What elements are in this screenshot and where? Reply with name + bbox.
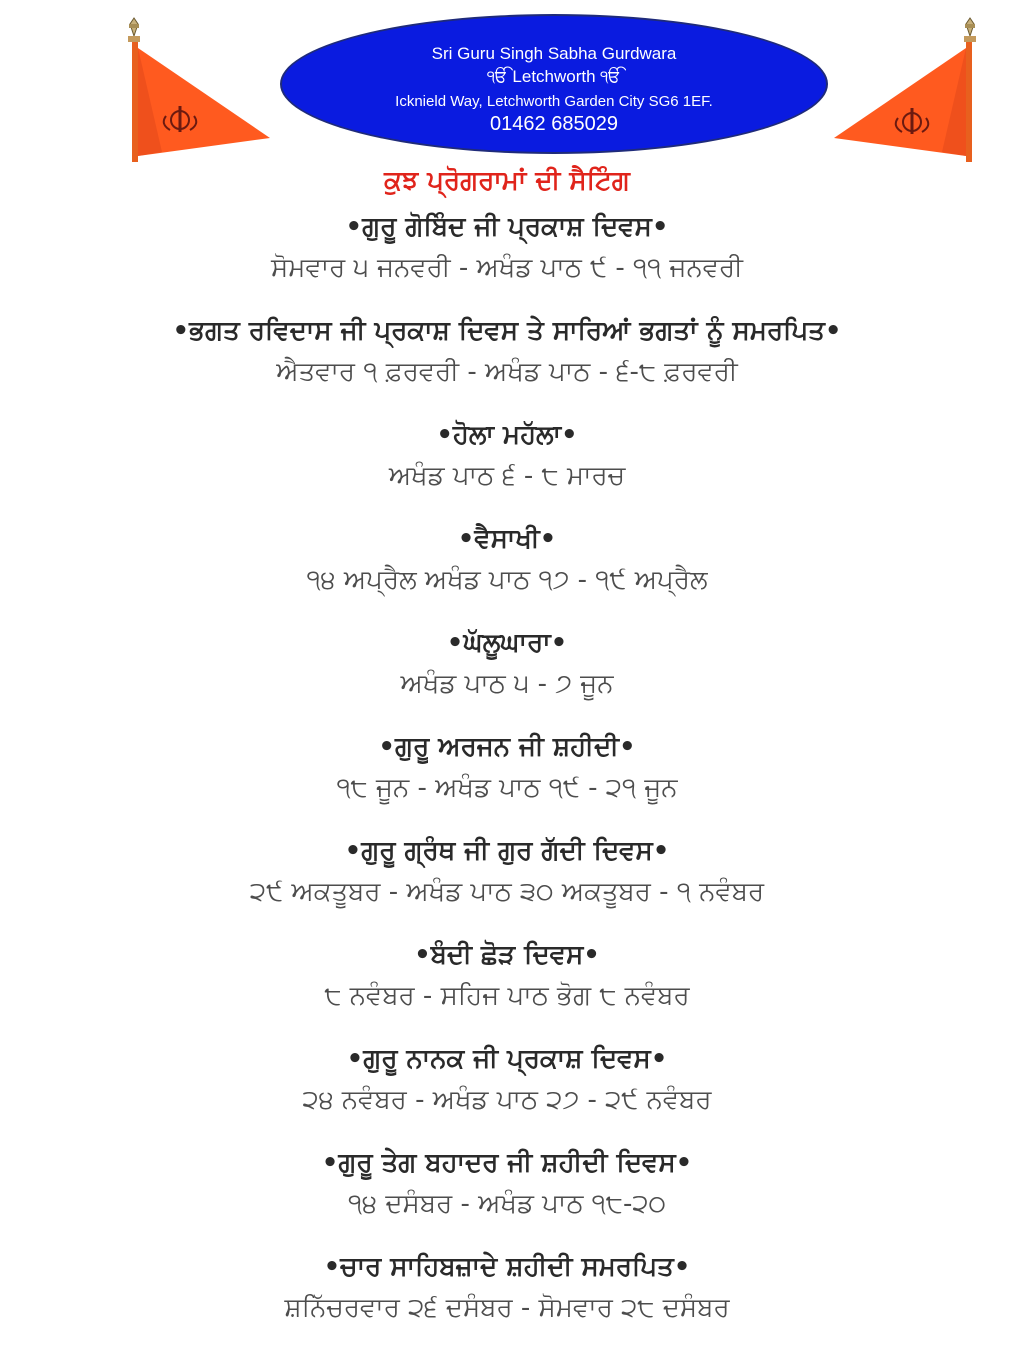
event-title: •ਚਾਰ ਸਾਹਿਬਜ਼ਾਦੇ ਸ਼ਹੀਦੀ ਸਮਰਪਿਤ• xyxy=(323,1252,691,1282)
event-detail: ੧੪ ਅਪ੍ਰੈਲ ਅਖੰਡ ਪਾਠ ੧੭ - ੧੯ ਅਪ੍ਰੈਲ xyxy=(306,565,708,595)
event-title: •ਗੁਰੂ ਨਾਨਕ ਜੀ ਪ੍ਰਕਾਸ਼ ਦਿਵਸ• xyxy=(346,1044,668,1074)
event-detail: ੮ ਨਵੰਬਰ - ਸਹਿਜ ਪਾਠ ਭੋਗ ੮ ਨਵੰਬਰ xyxy=(324,981,690,1011)
event-detail: ੧੮ ਜੂਨ - ਅਖੰਡ ਪਾਠ ੧੯ - ੨੧ ਜੂਨ xyxy=(336,773,678,803)
event-title: •ਭਗਤ ਰਵਿਦਾਸ ਜੀ ਪ੍ਰਕਾਸ਼ ਦਿਵਸ ਤੇ ਸਾਰਿਆਂ ਭਗਤਾਂ ਨੂੰ ਸਮਰਪਿਤ• xyxy=(172,316,842,346)
town-line: ੴ Letchworth ੴ xyxy=(487,67,621,86)
event-item xyxy=(0,1142,1014,1242)
event-title: •ਹੋਲਾ ਮਹੱਲਾ• xyxy=(436,420,578,450)
event-title: •ਗੁਰੂ ਗ੍ਰੰਥ ਜੀ ਗੁਰ ਗੱਦੀ ਦਿਵਸ• xyxy=(344,836,670,866)
event-detail: ਸੋਮਵਾਰ ੫ ਜਨਵਰੀ - ਅਖੰਡ ਪਾਠ ੯ - ੧੧ ਜਨਵਰੀ xyxy=(271,253,743,283)
event-item xyxy=(0,518,1014,618)
address: Icknield Way, Letchworth Garden City SG6 1EF. xyxy=(395,93,713,110)
gurdwara-name: Sri Guru Singh Sabha Gurdwara xyxy=(431,44,677,63)
event-detail: ਅਖੰਡ ਪਾਠ ੫ - ੭ ਜੂਨ xyxy=(400,669,614,699)
event-detail: ੨੯ ਅਕਤੂਬਰ - ਅਖੰਡ ਪਾਠ ੩੦ ਅਕਤੂਬਰ - ੧ ਨਵੰਬਰ xyxy=(249,877,765,907)
phone-number: 01462 685029 xyxy=(490,113,618,135)
event-title: •ਬੰਦੀ ਛੋੜ ਦਿਵਸ• xyxy=(414,940,600,970)
event-title: •ਗੁਰੂ ਤੇਗ ਬਹਾਦਰ ਜੀ ਸ਼ਹੀਦੀ ਦਿਵਸ• xyxy=(321,1148,693,1178)
event-item xyxy=(0,310,1014,410)
page-subtitle: ਕੁਝ ਪ੍ਰੋਗਰਾਮਾਂ ਦੀ ਸੈਟਿੰਗ xyxy=(384,166,630,196)
header xyxy=(0,0,1014,170)
event-title: •ਗੁਰੂ ਗੋਬਿੰਦ ਜੀ ਪ੍ਰਕਾਸ਼ ਦਿਵਸ• xyxy=(345,212,669,242)
event-detail: ਅਖੰਡ ਪਾਠ ੬ - ੮ ਮਾਰਚ xyxy=(388,461,626,491)
event-detail: ਐਤਵਾਰ ੧ ਫ਼ਰਵਰੀ - ਅਖੰਡ ਪਾਠ - ੬-੮ ਫ਼ਰਵਰੀ xyxy=(276,357,738,387)
event-item xyxy=(0,206,1014,306)
event-title: •ਵੈਸਾਖੀ• xyxy=(457,524,557,554)
gurdwara-info-oval xyxy=(280,14,828,154)
event-title: •ਘੱਲੂਘਾਰਾ• xyxy=(446,628,568,658)
nishan-sahib-flag-icon xyxy=(832,14,982,164)
event-title: •ਗੁਰੂ ਅਰਜਨ ਜੀ ਸ਼ਹੀਦੀ• xyxy=(378,732,636,762)
event-item xyxy=(0,934,1014,1034)
event-detail: ੨੪ ਨਵੰਬਰ - ਅਖੰਡ ਪਾਠ ੨੭ - ੨੯ ਨਵੰਬਰ xyxy=(302,1085,712,1115)
event-detail: ਸ਼ਨਿੱਚਰਵਾਰ ੨੬ ਦਸੰਬਰ - ਸੋਮਵਾਰ ੨੮ ਦਸੰਬਰ xyxy=(284,1293,730,1323)
event-item xyxy=(0,622,1014,722)
event-item xyxy=(0,1038,1014,1138)
nishan-sahib-flag-icon xyxy=(122,14,272,164)
event-item xyxy=(0,414,1014,514)
event-item xyxy=(0,726,1014,826)
event-detail: ੧੪ ਦਸੰਬਰ - ਅਖੰਡ ਪਾਠ ੧੮-੨੦ xyxy=(347,1189,667,1219)
event-item xyxy=(0,830,1014,930)
event-item xyxy=(0,1246,1014,1346)
